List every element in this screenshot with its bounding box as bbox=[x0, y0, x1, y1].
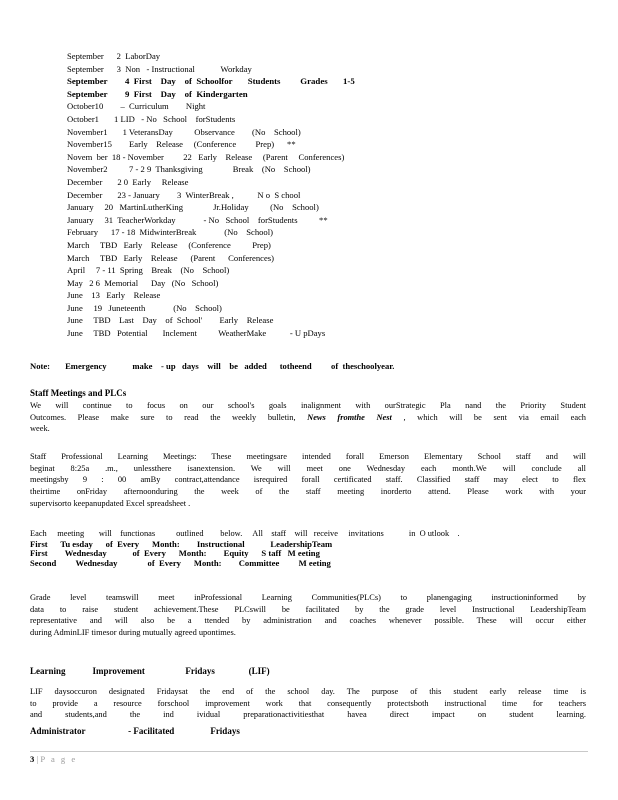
plc-paragraph bbox=[30, 592, 586, 639]
paragraph-line: meetingsby 9 : 00 amBy contract,attendance isrequired forall certificated staff. Classified staff may elect to flex bbox=[30, 475, 586, 485]
paragraph-line: data to raise student achievement.These PLCswill be facilitated by the grade level Instructional LeadershipTeam bbox=[30, 604, 586, 614]
calendar-entry: September 3 Non - Instructional Workday bbox=[67, 63, 252, 74]
paragraph-line: representative and will also be a ttended by administration and coaches whenever possible. These will occur either bbox=[30, 616, 586, 626]
calendar-entry: June TBD Last Day of School' Early Release bbox=[67, 315, 274, 326]
schedule-line: Second Wednesday of Every Month: Committee M eeting bbox=[30, 557, 331, 568]
calendar-entry: January 31 TeacherWorkday - No School forStudents ** bbox=[67, 214, 328, 225]
paragraph-line: supervisorto keepanupdated Excel spreadsheet . bbox=[30, 498, 191, 508]
staff-meetings-section bbox=[30, 388, 586, 435]
calendar-entry: November2 7 - 2 9 Thanksgiving Break (No School) bbox=[67, 164, 311, 175]
schedule-line: First Tu esday of Every Month: Instructional LeadershipTeam bbox=[30, 538, 333, 549]
calendar-entry: September 4 First Day of Schoolfor Students Grades 1-5 bbox=[67, 76, 355, 87]
paragraph-line: and students,and the ind ividual preparationactivitiesthat havea direct impact on student learning. bbox=[30, 710, 586, 720]
school-calendar-list bbox=[67, 50, 567, 340]
paragraph-line: to provide a resource forschool improvement work that consequently protectsboth instructional time for teachers bbox=[30, 698, 586, 708]
paragraph-line: LIF daysoccuron designated Fridaysat the end of the school day. The purpose of this student early release time is bbox=[30, 687, 586, 696]
paragraph-line bbox=[30, 412, 586, 424]
calendar-entry: June TBD Potential Inclement WeatherMake - U pDays bbox=[67, 328, 326, 339]
calendar-entry: December 23 - January 3 WinterBreak , N o S chool bbox=[67, 189, 301, 200]
calendar-entry: September 2 LaborDay bbox=[67, 51, 161, 61]
line-text: Outcomes. Please make sure to read the weekly bulletin, bbox=[30, 412, 308, 422]
news-from-the-nest-title: News fromthe Nest bbox=[307, 412, 392, 422]
calendar-entry: November1 1 VeteransDay Observance (No School) bbox=[67, 126, 301, 137]
paragraph-line: Grade level teamswill meet inProfessional Learning Communities(PLCs) to planengaging instructioninformed by bbox=[30, 593, 586, 602]
meeting-schedule-section bbox=[30, 528, 586, 568]
calendar-entry: October10 – Curriculum Night bbox=[67, 101, 206, 112]
calendar-entry: March TBD Early Release (Parent Conferences) bbox=[67, 252, 274, 263]
footer-divider bbox=[30, 751, 588, 752]
paragraph-line: beginat 8:25a .m., unlessthere isanextension. We will meet one Wednesday each month.We will conclude all bbox=[30, 463, 586, 473]
calendar-entry: February 17 - 18 MidwinterBreak (No School) bbox=[67, 227, 273, 238]
calendar-entry: May 2 6 Memorial Day (No School) bbox=[67, 277, 219, 288]
paragraph-line: week. bbox=[30, 424, 50, 434]
section-heading-staff-meetings: Staff Meetings and PLCs bbox=[30, 388, 127, 398]
staff-paragraph-1 bbox=[30, 400, 586, 435]
calendar-entry: Novem ber 18 - November 22 Early Release (Parent Conferences) bbox=[67, 151, 345, 162]
paragraph-line: theirtime onFriday afternoonduring the week of the staff meeting inorderto attend. Please work with your bbox=[30, 487, 586, 497]
page-number: 3 bbox=[30, 754, 35, 764]
calendar-entry: October1 1 LID - No School forStudents bbox=[67, 113, 236, 124]
calendar-entry: December 2 0 Early Release bbox=[67, 176, 189, 187]
paragraph-line: Each meeting will functionas outlined below. All staff will receive invitations in O utlook . bbox=[30, 529, 460, 538]
paragraph-line: Staff Professional Learning Meetings: These meetingsare intended forall Emerson Elementary School staff and will bbox=[30, 452, 586, 461]
page-label: P a g e bbox=[40, 754, 78, 764]
page-footer bbox=[30, 754, 77, 764]
note-text: Note: Emergency make - up days will be added totheend of theschoolyear. bbox=[30, 361, 395, 371]
line-text: , which will be sent via email each bbox=[391, 412, 586, 422]
calendar-entry: June 13 Early Release bbox=[67, 290, 161, 301]
emergency-note bbox=[30, 362, 586, 372]
staff-paragraph-2 bbox=[30, 451, 586, 509]
calendar-entry: September 9 First Day of Kindergarten bbox=[67, 88, 248, 99]
section-heading-lif: Learning Improvement Fridays (LIF) bbox=[30, 666, 270, 676]
calendar-entry: April 7 - 11 Spring Break (No School) bbox=[67, 265, 230, 276]
schedule-line: First Wednesday of Every Month: Equity S taff M eeting bbox=[30, 548, 320, 559]
calendar-entry: November15 Early Release (Conference Prep) ** bbox=[67, 139, 296, 150]
calendar-entry: March TBD Early Release (Conference Prep) bbox=[67, 239, 271, 250]
lif-section bbox=[30, 666, 586, 738]
paragraph-line: We will continue to focus on our school's goals inalignment with ourStrategic Pla nand the Priority Student bbox=[30, 401, 586, 410]
paragraph-line: during AdminLIF timesor during mutually agreed upontimes. bbox=[30, 628, 236, 638]
calendar-entry: June 19 Juneteenth (No School) bbox=[67, 302, 222, 313]
calendar-entry: January 20 MartinLutherKing Jr.Holiday (No School) bbox=[67, 202, 319, 213]
section-heading-admin-fridays: Administrator - Facilitated Fridays bbox=[30, 726, 240, 737]
footer-separator: | bbox=[36, 754, 39, 764]
